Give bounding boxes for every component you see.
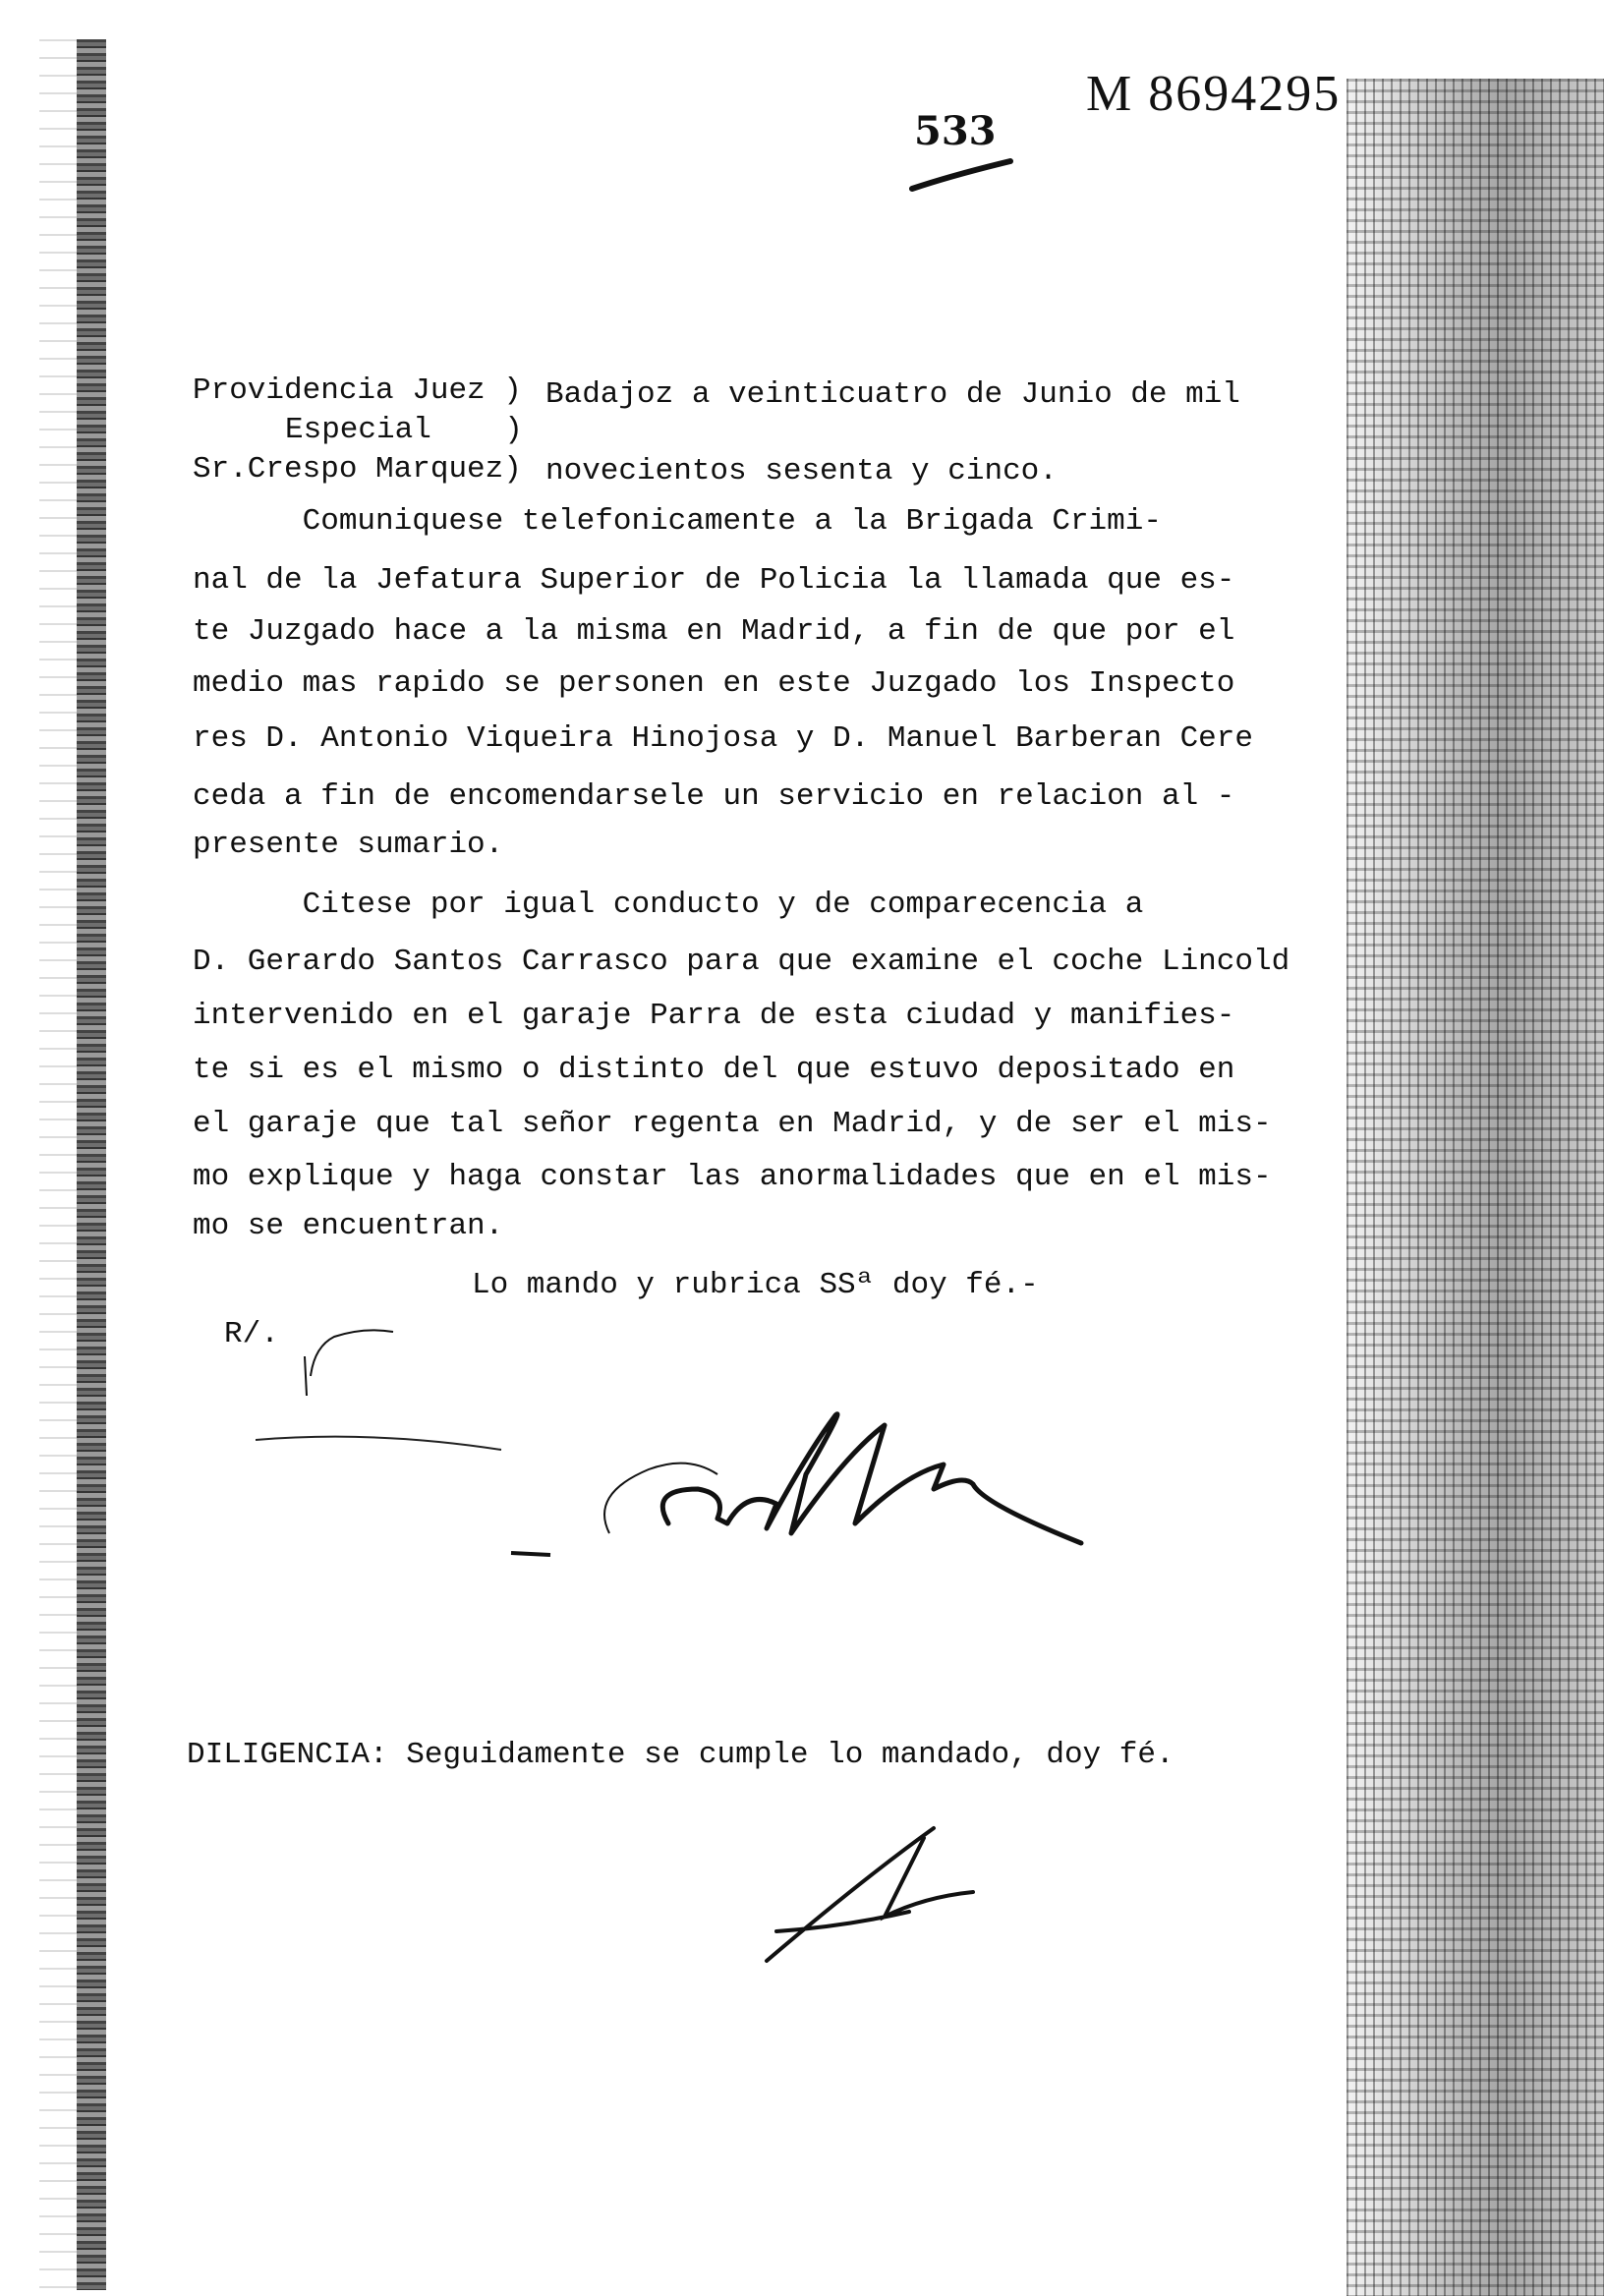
- header-label-line-2: Especial ): [285, 413, 523, 447]
- scan-edge-right: [1346, 79, 1604, 2296]
- diligencia-line: DILIGENCIA: Seguidamente se cumple lo mandado, doy fé.: [187, 1738, 1174, 1772]
- body-line: medio mas rapido se personen en este Juzgado los Inspecto: [193, 666, 1235, 701]
- body-line: te Juzgado hace a la misma en Madrid, a fin de que por el: [193, 614, 1235, 649]
- body-line: res D. Antonio Viqueira Hinojosa y D. Manuel Barberan Cere: [193, 721, 1253, 756]
- body-line: intervenido en el garaje Parra de esta ciudad y manifies-: [193, 999, 1235, 1033]
- signature-secretary: [747, 1799, 1042, 1976]
- header-date-line-1: Badajoz a veinticuatro de Junio de mil: [545, 377, 1240, 412]
- body-line: Citese por igual conducto y de comparecencia a: [193, 888, 1144, 922]
- body-line: mo se encuentran.: [193, 1209, 504, 1243]
- rubric-mark: [285, 1317, 403, 1406]
- document-stamp-number: M 8694295: [1086, 66, 1342, 122]
- folio-number: 533: [914, 108, 997, 154]
- body-line: mo explique y haga constar las anormalidades que en el mis-: [193, 1160, 1272, 1194]
- signature-judge: [256, 1396, 1268, 1573]
- scan-edge-left-speckle: [39, 39, 79, 2290]
- body-line: Comuniquese telefonicamente a la Brigada Crimi-: [193, 504, 1162, 539]
- body-line: te si es el mismo o distinto del que estuvo depositado en: [193, 1053, 1235, 1087]
- rubric-label: R/.: [224, 1317, 279, 1351]
- header-label-line-1: Providencia Juez ): [193, 373, 522, 408]
- body-line: nal de la Jefatura Superior de Policia la llamada que es-: [193, 563, 1235, 598]
- body-line: el garaje que tal señor regenta en Madrid, y de ser el mis-: [193, 1107, 1272, 1141]
- body-line: presente sumario.: [193, 828, 504, 862]
- header-label-line-3: Sr.Crespo Marquez): [193, 452, 522, 487]
- scan-edge-left: [77, 39, 106, 2290]
- body-line: D. Gerardo Santos Carrasco para que examine el coche Lincold: [193, 945, 1290, 979]
- body-line: ceda a fin de encomendarsele un servicio en relacion al -: [193, 779, 1235, 814]
- closing-line: Lo mando y rubrica SSª doy fé.-: [472, 1268, 1039, 1302]
- header-date-line-2: novecientos sesenta y cinco.: [545, 454, 1058, 488]
- folio-underline-stroke: [904, 157, 1022, 197]
